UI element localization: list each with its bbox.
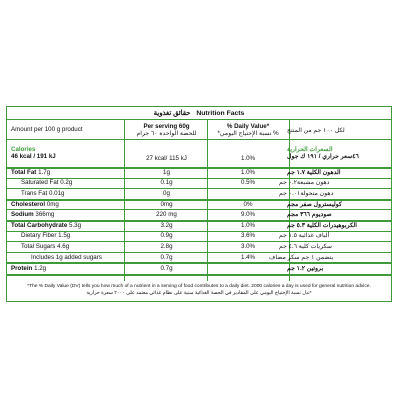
footnote <box>7 281 391 301</box>
energy-dv: 1.0% <box>240 154 256 162</box>
nutrient-name-ar: الكربوهيدرات الكلية ٥.٣ جم <box>287 221 358 229</box>
nutrient-name: Total Sugars <box>21 242 56 250</box>
energy-serving: 27 kcal/ 115 kJ <box>146 154 187 162</box>
nutrient-name: Total Fat <box>11 168 37 176</box>
energy-en <box>11 141 123 165</box>
nutrient-dv <box>207 188 289 199</box>
nutrient-name: Dietary Fiber <box>21 232 57 240</box>
nutrient-amount: 0.2g <box>60 179 73 187</box>
dv-header-en: % Daily Value* <box>226 123 270 130</box>
nutrient-amount: 4.6g <box>57 242 70 250</box>
nutrient-amount: 366mg <box>35 211 55 219</box>
nutrient-name-ar: كوليسترول صفر مجم <box>287 200 342 208</box>
nutrient-serving: 2.8g <box>160 242 173 250</box>
title-english: Nutrition Facts <box>196 109 245 117</box>
nutrient-name-ar: ألياف غذائية ١.٥ جم <box>279 232 330 240</box>
serving-header-ar: للحصة الواحدة ٦٠ جرام <box>136 130 197 137</box>
nutrient-amount: 1.5g <box>58 232 71 240</box>
nutrient-dv: 3.6% <box>240 232 256 240</box>
energy-label-en: Calories <box>11 146 36 153</box>
nutrient-name-ar: الدهون الكلية ١.٧ جم <box>287 168 341 176</box>
nutrient-dv: 0.5% <box>240 179 256 187</box>
footnote-ar: *تدل نسبة الإحتياج اليومي على المقادير في الحصة الغذائية مبنية على نظام غذائي معتمد على ٢٠٠٠ سعرة حرارية <box>86 291 312 296</box>
nutrient-dv: 1.0% <box>240 168 256 176</box>
nutrient-serving: 0.9g <box>160 232 173 240</box>
nutrient-name-ar: دهون متحولة٠.٠١ جم <box>279 189 334 197</box>
energy-value-ar: ٤٦سعر حراري / ١٩١ ك جول <box>287 153 359 160</box>
nutrient-dv: 0% <box>243 200 253 208</box>
nutrient-dv: 9.0% <box>240 211 256 219</box>
column-headers <box>7 119 391 140</box>
serving-header-en: Per serving 60g <box>143 123 190 130</box>
nutrient-name: Saturated Fat <box>21 179 59 187</box>
nutrient-dv: 3.0% <box>240 242 256 250</box>
nutrient-serving: 220 mg <box>156 211 177 219</box>
nutrient-name: Total Carbohydrate <box>11 221 68 229</box>
nutrient-dv <box>207 262 289 274</box>
footnote-en: *The % Daily Value (DV) tells you how much of a nutrient in a serving of food contributes to a daily diet. 2000 calories a day is used for general nutrition advice. <box>27 284 371 290</box>
nutrient-serving: 0.7g <box>160 253 173 261</box>
nutrient-name: Protein <box>11 264 33 272</box>
nutrient-serving: 0.1g <box>160 179 173 187</box>
dv-header-ar: % نسبة الإحتياج اليومي* <box>217 130 279 137</box>
nutrient-serving: 3.2g <box>160 221 173 229</box>
nutrient-serving: 1g <box>163 168 170 176</box>
nutrient-dv: 1.0% <box>240 221 256 229</box>
title-arabic: حقائق تغذوية <box>153 110 191 117</box>
energy-row <box>7 139 391 169</box>
nutrient-amount: 0mg <box>46 200 59 208</box>
nutrient-name: Sodium <box>11 211 34 219</box>
nutrient-name-ar: دهون مشبعة٠.٢ جم <box>279 179 330 187</box>
nutrition-facts-label <box>6 106 392 302</box>
energy-value-en: 46 kcal / 191 kJ <box>11 153 56 160</box>
energy-ar <box>287 141 387 165</box>
dv-header <box>207 121 289 139</box>
nutrient-name: Trans Fat <box>21 189 48 197</box>
nutrient-amount: 5.3g <box>69 221 82 229</box>
energy-label-ar: السعرات الحرارية <box>287 146 333 153</box>
nutrient-name: Includes 1g added sugars <box>31 253 102 261</box>
nutrient-name-ar: صوديوم ٣٦٦ مجم <box>287 211 332 219</box>
nutrient-amount: 0.01g <box>48 189 65 197</box>
nutrient-name-ar: بروتين ١.٢ جم <box>287 264 324 272</box>
nutrient-serving: 0mg <box>160 200 173 208</box>
nutrient-amount: 1.2g <box>34 264 47 272</box>
nutrient-name: Cholesterol <box>11 200 46 208</box>
serving-header <box>126 121 207 139</box>
nutrient-row-protein <box>7 262 391 276</box>
nutrient-name-ar: سكريات كلية ٤.٦ جم <box>279 242 333 250</box>
nutrient-serving: 0g <box>163 189 170 197</box>
nutrient-amount: 1.7g <box>38 168 51 176</box>
amount-header-en: Amount per 100 g product <box>11 125 83 133</box>
amount-header-ar: لكل ١٠٠ جم من المنتج <box>287 126 345 134</box>
nutrient-name-ar: يتضمن ١ جم سكر مضاف <box>269 253 334 261</box>
nutrient-serving: 0.7g <box>160 264 173 272</box>
nutrient-dv: 1.4% <box>240 253 256 261</box>
